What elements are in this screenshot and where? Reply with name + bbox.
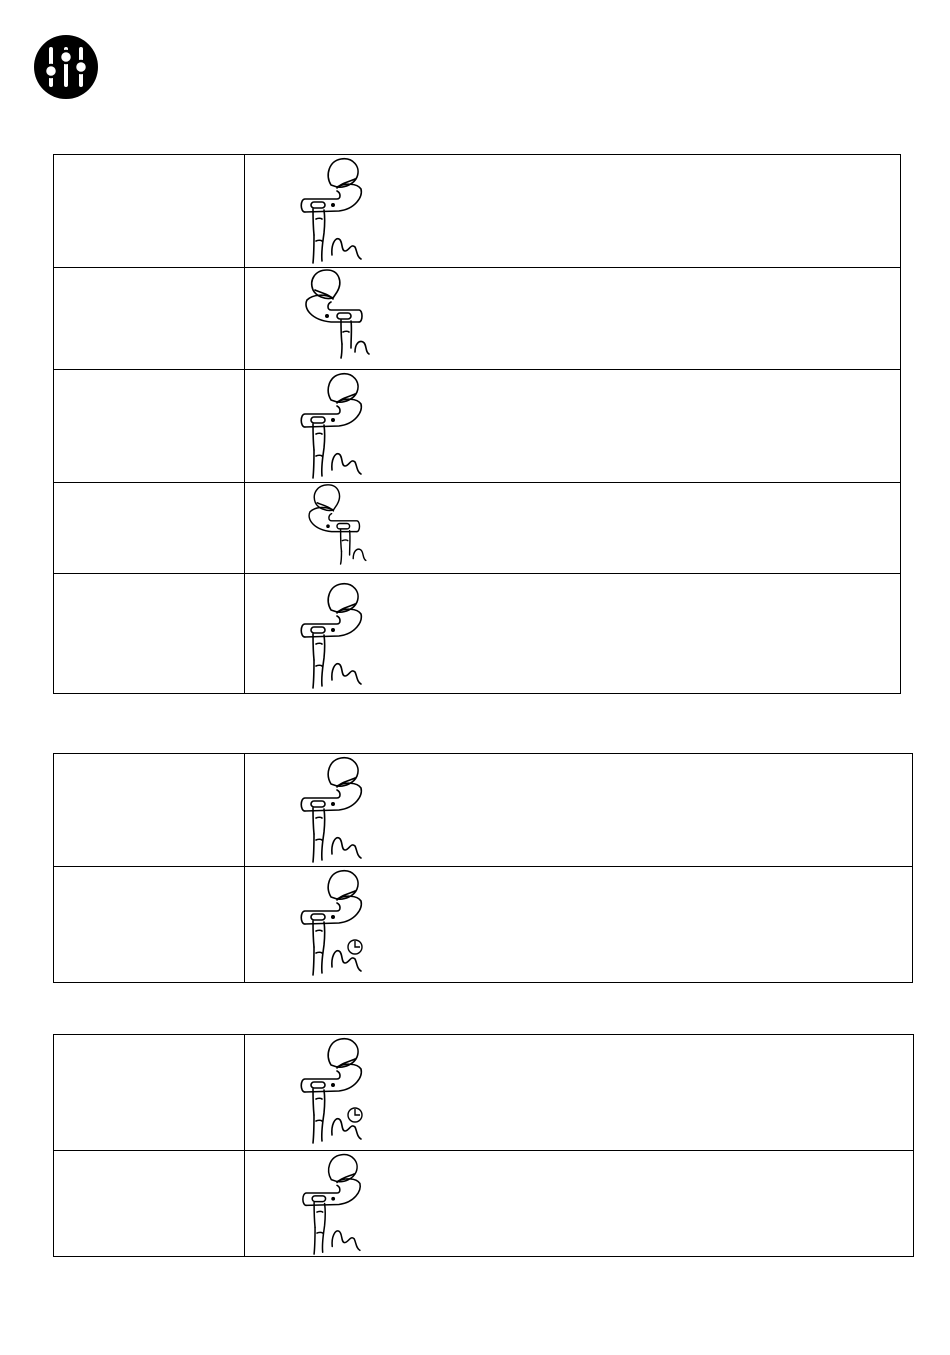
illustration-cell <box>245 754 913 867</box>
gesture-table-1 <box>53 154 901 694</box>
earbud-right-hold-icon <box>297 1035 377 1145</box>
illustration-cell <box>245 155 901 268</box>
illustration-cell <box>245 574 901 694</box>
earbud-right-tap-icon <box>297 370 377 480</box>
illustration-cell <box>245 268 901 370</box>
illustration-cell <box>245 483 901 574</box>
gesture-label-cell <box>54 867 245 983</box>
table-row <box>54 574 901 694</box>
gesture-label-cell <box>54 754 245 867</box>
table-row <box>54 754 913 867</box>
table-row <box>54 1151 914 1257</box>
earbud-right-tap-icon <box>297 155 377 265</box>
gesture-label-cell <box>54 574 245 694</box>
earbud-right-tap-icon <box>297 580 377 690</box>
gesture-label-cell <box>54 1151 245 1257</box>
earbud-left-tap-icon <box>297 268 377 368</box>
table-row <box>54 483 901 574</box>
illustration-cell <box>245 1151 914 1257</box>
table-row <box>54 370 901 483</box>
earbud-right-tap-icon <box>297 754 377 864</box>
gesture-label-cell <box>54 1035 245 1151</box>
gesture-table-2 <box>53 753 913 983</box>
earbud-right-tap-icon <box>297 1151 377 1256</box>
table-row <box>54 155 901 268</box>
gesture-label-cell <box>54 483 245 574</box>
gesture-table-3 <box>53 1034 914 1257</box>
illustration-cell <box>245 1035 914 1151</box>
equalizer-sliders-icon <box>34 35 98 99</box>
table-row <box>54 268 901 370</box>
gesture-label-cell <box>54 155 245 268</box>
table-row <box>54 867 913 983</box>
gesture-label-cell <box>54 268 245 370</box>
table-row <box>54 1035 914 1151</box>
earbud-left-tap-icon <box>297 483 377 573</box>
illustration-cell <box>245 867 913 983</box>
gesture-label-cell <box>54 370 245 483</box>
earbud-right-hold-icon <box>297 867 377 977</box>
illustration-cell <box>245 370 901 483</box>
